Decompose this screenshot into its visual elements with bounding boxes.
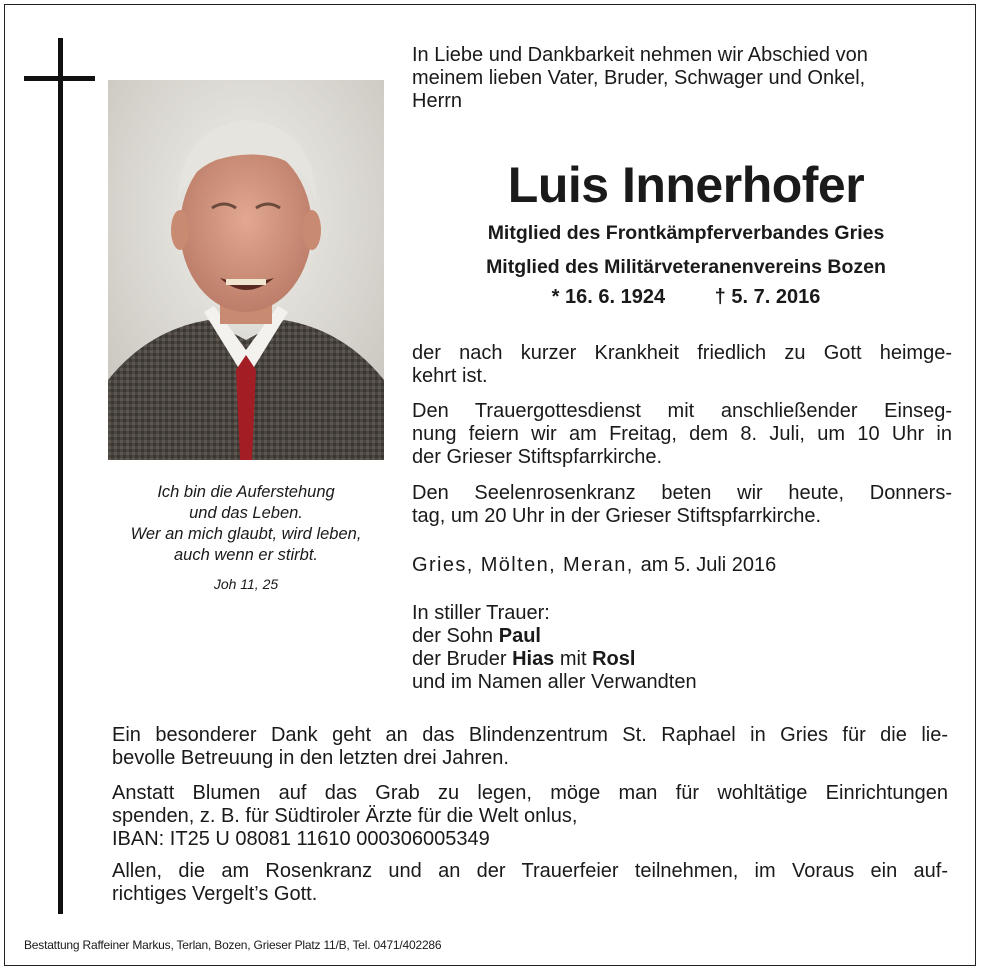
text-line: kehrt ist.: [412, 365, 488, 387]
funeral-home-footer: Bestattung Raffeiner Markus, Terlan, Bozen, Grieser Platz 11/B, Tel. 0471/402286: [24, 938, 442, 952]
iban-line: IBAN: IT25 U 08081 11610 000306005349: [112, 828, 490, 850]
bible-quote: [96, 482, 396, 595]
cross-icon-horizontal: [24, 76, 95, 81]
mourner-name: Paul: [498, 625, 541, 647]
mourner-brother: [412, 648, 952, 671]
membership-line: Mitglied des Militärveteranenvereins Bozen: [486, 256, 886, 278]
birth-date: * 16. 6. 1924: [551, 286, 666, 308]
quote-line: Wer an mich glaubt, wird leben,: [130, 525, 362, 543]
relation-label: der Bruder: [412, 648, 507, 670]
thanks-paragraph: [112, 724, 948, 770]
quote-reference: Joh 11, 25: [213, 576, 279, 592]
gratitude-paragraph: [112, 860, 948, 906]
text-line: Allen, die am Rosenkranz und an der Trauerfeier teilnehmen, im Voraus ein auf-: [112, 860, 948, 882]
donation-paragraph: [112, 782, 948, 851]
death-date: † 5. 7. 2016: [714, 286, 821, 308]
text-line: Anstatt Blumen auf das Grab zu legen, möge man für wohltätige Einrichtungen: [112, 782, 948, 804]
cross-icon-vertical: [58, 38, 63, 914]
life-dates: [412, 286, 960, 309]
text-line: spenden, z. B. für Südtiroler Ärzte für die Welt onlus,: [112, 805, 578, 827]
text-line: Ein besonderer Dank geht an das Blindenzentrum St. Raphael in Gries für die lie-: [112, 724, 948, 746]
mourner-son: [412, 625, 952, 648]
text-line: bevolle Betreuung in den letzten drei Jahren.: [112, 747, 509, 769]
conjunction: mit: [559, 648, 587, 670]
membership-line: Mitglied des Frontkämpferverbandes Gries: [487, 222, 885, 244]
quote-line: und das Leben.: [189, 504, 303, 522]
quote-line: auch wenn er stirbt.: [174, 546, 318, 564]
relation-label: der Sohn: [412, 625, 494, 647]
text-line: Den Seelenrosenkranz beten wir heute, Donners-: [412, 482, 952, 504]
service-paragraph: [412, 400, 952, 469]
text-line: tag, um 20 Uhr in der Grieser Stiftspfarrkirche.: [412, 505, 822, 527]
text-line: Den Trauergottesdienst mit anschließender Einseg-: [412, 400, 952, 422]
intro-line: In Liebe und Dankbarkeit nehmen wir Abschied von: [412, 44, 868, 66]
mourner-relatives: und im Namen aller Verwandten: [412, 671, 697, 693]
intro-line: meinem lieben Vater, Bruder, Schwager und Onkel,: [412, 67, 866, 89]
place-list: Gries, Mölten, Meran,: [412, 554, 634, 576]
mourner-name: Hias: [512, 648, 555, 670]
notice-date: am 5. Juli 2016: [640, 554, 777, 576]
intro-text: [412, 44, 960, 113]
mourner-name: Rosl: [592, 648, 636, 670]
announcement-paragraph: [412, 342, 952, 388]
quote-line: Ich bin die Auferstehung: [157, 483, 335, 501]
text-line: der Grieser Stiftspfarrkirche.: [412, 446, 663, 468]
mourners-list: [412, 602, 952, 694]
text-line: richtiges Vergelt’s Gott.: [112, 883, 318, 905]
place-and-date: [412, 554, 952, 577]
text-line: nung feiern wir am Freitag, dem 8. Juli, um 10 Uhr in: [412, 423, 952, 445]
rosary-paragraph: [412, 482, 952, 528]
portrait-photo: [108, 80, 384, 460]
deceased-name: Luis Innerhofer: [507, 157, 865, 213]
intro-line: Herrn: [412, 90, 463, 112]
text-line: der nach kurzer Krankheit friedlich zu Gott heimge-: [412, 342, 952, 364]
mourners-heading: In stiller Trauer:: [412, 602, 550, 624]
